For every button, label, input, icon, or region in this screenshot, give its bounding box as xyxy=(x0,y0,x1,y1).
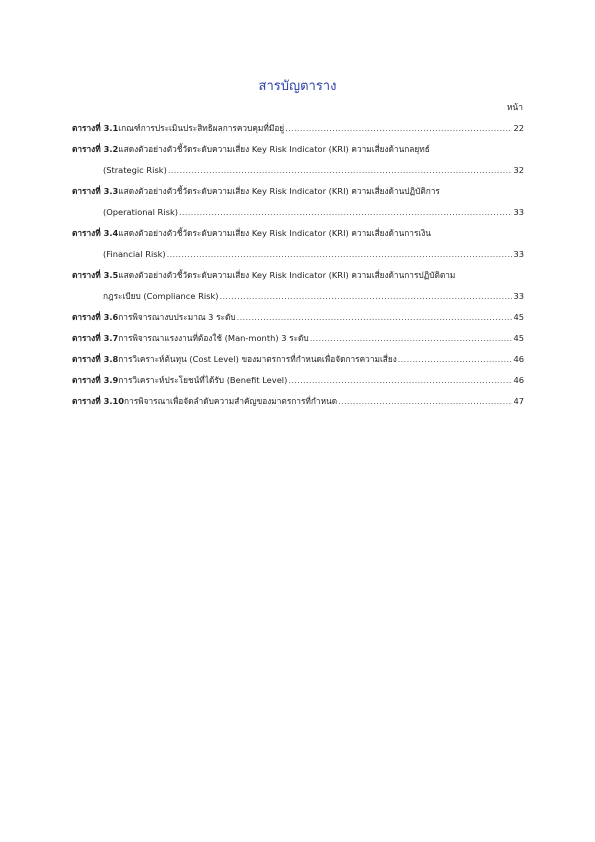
toc-entry-label: ตารางที่ 3.1 xyxy=(72,123,119,133)
toc-entry-label: ตารางที่ 3.8 xyxy=(72,354,119,364)
toc-entry-text: แสดงตัวอย่างตัวชี้วัดระดับความเสี่ยง Key Risk Indicator (KRI) ความเสี่ยงด้านกลยุทธ์ xyxy=(118,144,430,154)
toc-entry-page: 45 xyxy=(513,312,524,322)
toc-entry-label: ตารางที่ 3.7 xyxy=(72,333,119,343)
toc-entry-label: ตารางที่ 3.2 xyxy=(72,144,119,154)
toc-entry-text: การพิจารณาเพื่อจัดลำดับความสำคัญของมาตรการที่กำหนด xyxy=(124,396,338,406)
page-column-header: หน้า xyxy=(506,103,523,113)
toc-leader-dots xyxy=(338,391,512,412)
toc-leader-dots xyxy=(310,328,513,349)
toc-entry-3-7[interactable] xyxy=(72,328,524,349)
toc-entry-page: 22 xyxy=(513,123,524,133)
toc-entry-3-5[interactable] xyxy=(72,265,524,307)
toc-entry-label: ตารางที่ 3.6 xyxy=(72,312,119,322)
toc-leader-dots xyxy=(237,307,513,328)
toc-entry-continuation: (Financial Risk) xyxy=(103,249,166,259)
toc-entry-page: 33 xyxy=(513,249,524,259)
page-title: สารบัญตาราง xyxy=(258,79,337,94)
table-of-contents xyxy=(72,118,524,412)
toc-entry-text: การพิจารณางบประมาณ 3 ระดับ xyxy=(118,312,236,322)
toc-entry-page: 46 xyxy=(513,375,524,385)
toc-entry-label: ตารางที่ 3.3 xyxy=(72,186,119,196)
toc-entry-text: แสดงตัวอย่างตัวชี้วัดระดับความเสี่ยง Key Risk Indicator (KRI) ความเสี่ยงด้านการเงิน xyxy=(118,228,431,238)
toc-entry-text: แสดงตัวอย่างตัวชี้วัดระดับความเสี่ยง Key Risk Indicator (KRI) ความเสี่ยงด้านการปฏิบัติตาม xyxy=(118,270,456,280)
toc-entry-label: ตารางที่ 3.4 xyxy=(72,228,119,238)
toc-leader-dots xyxy=(398,349,513,370)
toc-entry-continuation: (Strategic Risk) xyxy=(103,165,167,175)
toc-leader-dots xyxy=(288,370,512,391)
toc-entry-page: 45 xyxy=(513,333,524,343)
toc-entry-3-9[interactable] xyxy=(72,370,524,391)
toc-entry-page: 33 xyxy=(513,291,524,301)
toc-entry-text: แสดงตัวอย่างตัวชี้วัดระดับความเสี่ยง Key Risk Indicator (KRI) ความเสี่ยงด้านปฏิบัติการ xyxy=(118,186,440,196)
toc-entry-continuation: (Operational Risk) xyxy=(103,207,178,217)
toc-entry-label: ตารางที่ 3.9 xyxy=(72,375,119,385)
toc-leader-dots xyxy=(167,244,513,265)
toc-entry-continuation: กฎระเบียบ (Compliance Risk) xyxy=(103,291,219,301)
toc-leader-dots xyxy=(179,202,512,223)
toc-entry-3-4[interactable] xyxy=(72,223,524,265)
toc-entry-page: 32 xyxy=(513,165,524,175)
toc-entry-text: การวิเคราะห์ต้นทุน (Cost Level) ของมาตรการที่กำหนดเพื่อจัดการความเสี่ยง xyxy=(118,354,397,364)
toc-entry-3-3[interactable] xyxy=(72,181,524,223)
toc-entry-text: การพิจารณาแรงงานที่ต้องใช้ (Man-month) 3 ระดับ xyxy=(118,333,309,343)
toc-entry-label: ตารางที่ 3.10 xyxy=(72,396,125,406)
toc-leader-dots xyxy=(220,286,513,307)
toc-entry-3-6[interactable] xyxy=(72,307,524,328)
toc-entry-3-1[interactable] xyxy=(72,118,524,139)
toc-entry-page: 33 xyxy=(513,207,524,217)
toc-entry-3-8[interactable] xyxy=(72,349,524,370)
toc-entry-page: 47 xyxy=(513,396,524,406)
toc-entry-3-10[interactable] xyxy=(72,391,524,412)
toc-entry-text: เกณฑ์การประเมินประสิทธิผลการควบคุมที่มีอยู่ xyxy=(118,123,285,133)
toc-leader-dots xyxy=(168,160,513,181)
toc-entry-3-2[interactable] xyxy=(72,139,524,181)
toc-entry-text: การวิเคราะห์ประโยชน์ที่ได้รับ (Benefit Level) xyxy=(118,375,288,385)
toc-entry-page: 46 xyxy=(513,354,524,364)
toc-entry-label: ตารางที่ 3.5 xyxy=(72,270,119,280)
toc-leader-dots xyxy=(285,118,512,139)
